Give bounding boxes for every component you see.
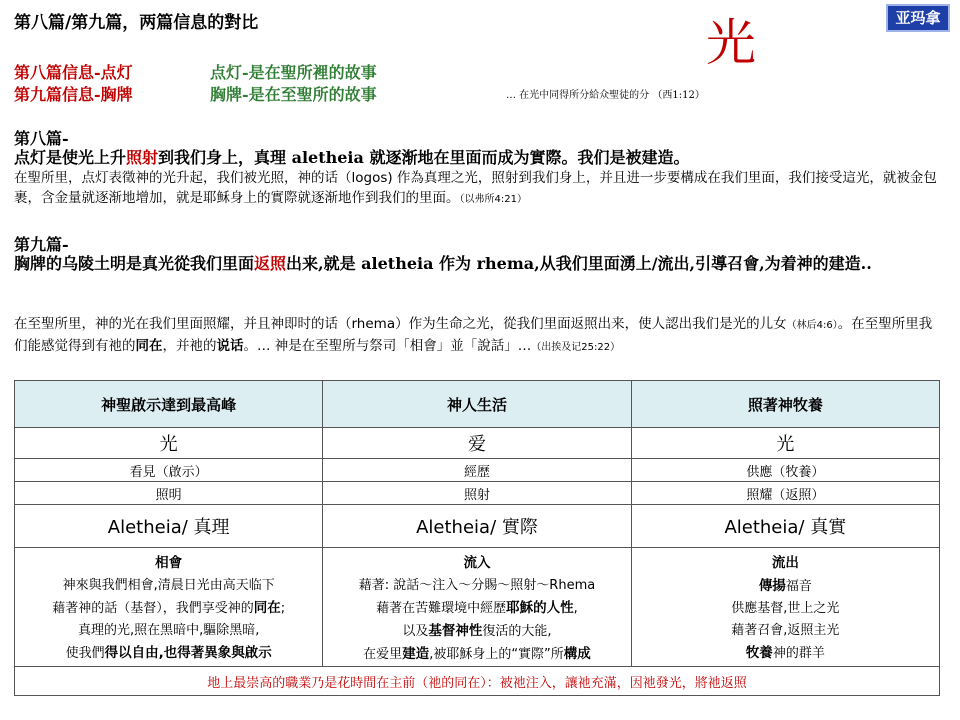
verse-reference: … 在光中同得所分給众聖徒的分 （西1:12）	[506, 90, 705, 101]
table-row	[15, 428, 940, 459]
section-8-body: 在聖所里，点灯表徵神的光升起，我们被光照，神的话（logos) 作為真理之光，照射到我们身上，并且进一步要構成在我们里面，我们接受這光，就被金包裹，含金量就逐渐地增加，就是耶稣身上的實際就逐渐地作到我们的里面。（以弗所4:21）	[14, 170, 937, 206]
table-row	[15, 505, 940, 548]
table-cell: Aletheia/ 真實	[631, 505, 939, 548]
table-cell: 光	[15, 428, 323, 459]
table-header-cell: 照著神牧養	[631, 381, 939, 428]
meeting-cell: 相會 神來與我們相會,清晨日光由高天临下 藉著神的話（基督），我們享受神的同在; 真理的光,照在黑暗中,驅除黑暗, 使我們得以自由,也得著異象與啟示	[15, 548, 323, 667]
table-footer-text: 地上最崇高的職業乃是花時間在主前（祂的同在）：被祂注入，讓祂充滿，因祂發光，將祂返照	[15, 667, 940, 696]
table-footer-row	[15, 667, 940, 696]
table-cell: 照射	[323, 482, 631, 505]
table-row	[15, 548, 940, 667]
table-header-cell: 神人生活	[323, 381, 631, 428]
amana-badge[interactable]: 亚玛拿	[886, 4, 950, 32]
table-cell: 爱	[323, 428, 631, 459]
outflow-cell: 流出 傳揚福音 供應基督,世上之光 藉著召會,返照主光 牧養神的群羊	[631, 548, 939, 667]
message-8-label: 第八篇信息-点灯	[14, 63, 133, 82]
section-9-body: 在至聖所里，神的光在我们里面照耀，并且神即时的话（rhema）作为生命之光，從我们里面返照出来，使人認出我们是光的儿女（林后4:6）。在至聖所里我们能感觉得到有祂的同在，并祂的说话。… 神是在至聖所与祭司「相會」並「說話」…（出挨及记25:22）	[14, 316, 933, 354]
message-8-desc: 点灯-是在聖所裡的故事	[210, 63, 377, 82]
message-9-desc: 胸牌-是在至聖所的故事	[210, 85, 377, 104]
light-character: 光	[706, 14, 756, 72]
message-9-label: 第九篇信息-胸牌	[14, 85, 133, 104]
section-8-heading: 第八篇-	[14, 129, 69, 148]
section-8-lead: 点灯是使光上升照射到我们身上，真理 aletheia 就逐渐地在里面而成为實際。我们是被建造。	[14, 148, 690, 167]
table-cell: 照明	[15, 482, 323, 505]
table-cell: 看見（啟示）	[15, 459, 323, 482]
table-cell: 照耀（返照）	[631, 482, 939, 505]
table-row	[15, 482, 940, 505]
table-cell: Aletheia/ 實際	[323, 505, 631, 548]
table-header-row	[15, 381, 940, 428]
table-cell: 經歷	[323, 459, 631, 482]
table-cell: 供應（牧養）	[631, 459, 939, 482]
table-header-cell: 神聖啟示達到最高峰	[15, 381, 323, 428]
table-cell: Aletheia/ 真理	[15, 505, 323, 548]
section-9-lead: 胸牌的乌陵土明是真光從我们里面返照出来,就是 aletheia 作为 rhema,从我们里面湧上/流出,引導召會,为着神的建造..	[14, 254, 872, 273]
comparison-table	[14, 380, 940, 696]
page-title: 第八篇/第九篇，两篇信息的對比	[14, 13, 259, 33]
table-row	[15, 459, 940, 482]
section-9-heading: 第九篇-	[14, 235, 69, 254]
inflow-cell: 流入 藉著: 說話～注入～分賜～照射～Rhema 藉著在苦難環境中經歷耶穌的人性, 以及基督神性復活的大能, 在爱里建造,被耶穌身上的“實際”所構成	[323, 548, 631, 667]
table-cell: 光	[631, 428, 939, 459]
